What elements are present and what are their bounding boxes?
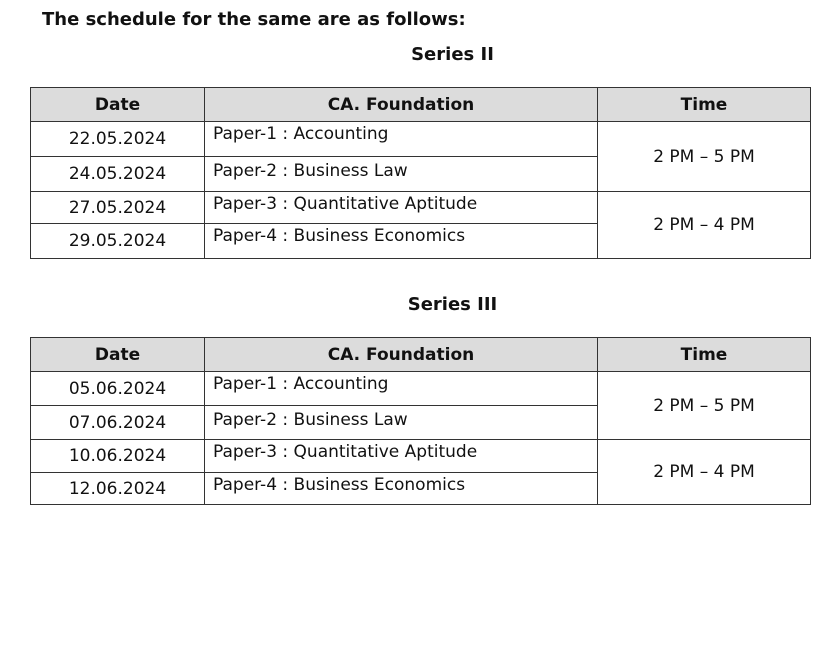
paper-cell: Paper-1 : Accounting [205,122,598,157]
header-time: Time [598,338,811,372]
date-cell: 24.05.2024 [31,157,205,192]
time-cell: 2 PM – 4 PM [598,192,811,259]
series-2-title: Series II [411,44,494,65]
time-cell: 2 PM – 5 PM [598,372,811,440]
date-cell: 29.05.2024 [31,224,205,259]
date-cell: 05.06.2024 [31,372,205,406]
table-row [31,372,811,406]
series-3-table [30,337,811,505]
header-course: CA. Foundation [205,88,598,122]
header-date: Date [31,88,205,122]
date-cell: 10.06.2024 [31,440,205,473]
paper-cell: Paper-3 : Quantitative Aptitude [205,440,598,473]
paper-cell: Paper-4 : Business Economics [205,473,598,505]
table-row [31,122,811,157]
paper-cell: Paper-2 : Business Law [205,406,598,440]
header-date: Date [31,338,205,372]
paper-cell: Paper-2 : Business Law [205,157,598,192]
header-course: CA. Foundation [205,338,598,372]
table-header-row [31,88,811,122]
header-time: Time [598,88,811,122]
date-cell: 27.05.2024 [31,192,205,224]
table-row [31,440,811,473]
paper-cell: Paper-1 : Accounting [205,372,598,406]
paper-cell: Paper-4 : Business Economics [205,224,598,259]
table-row [31,192,811,224]
date-cell: 22.05.2024 [31,122,205,157]
intro-text: The schedule for the same are as follows: [42,9,466,30]
series-2-table [30,87,811,259]
series-3-title: Series III [407,294,498,315]
date-cell: 07.06.2024 [31,406,205,440]
date-cell: 12.06.2024 [31,473,205,505]
time-cell: 2 PM – 4 PM [598,440,811,505]
table-header-row [31,338,811,372]
time-cell: 2 PM – 5 PM [598,122,811,192]
paper-cell: Paper-3 : Quantitative Aptitude [205,192,598,224]
